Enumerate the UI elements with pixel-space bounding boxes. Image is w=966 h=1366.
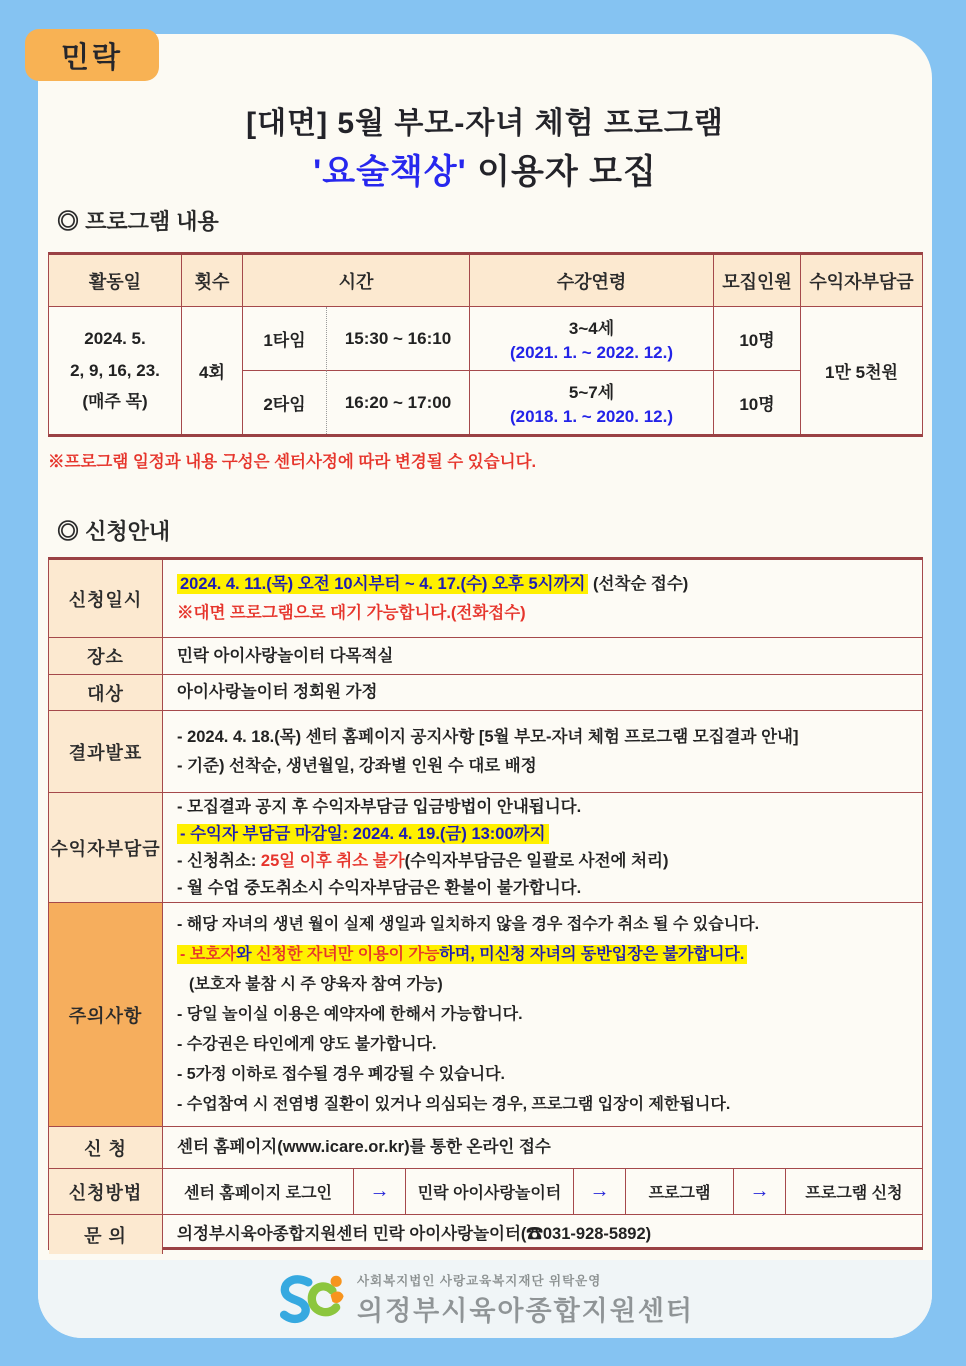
cell-time-1: 15:30 ~ 16:10: [327, 307, 470, 371]
cell-age-1: [470, 307, 714, 371]
fee-line: - 월 수업 중도취소시 수익자부담금은 환불이 불가합니다.: [177, 878, 582, 897]
arrow-right-icon: →: [734, 1169, 786, 1214]
program-table: [48, 252, 923, 437]
row-content-fee: [163, 793, 922, 903]
footer-text: [357, 1271, 694, 1328]
caution-line: - 수업참여 시 전염병 질환이 있거나 의심되는 경우, 프로그램 입장이 제한됩니다.: [177, 1095, 731, 1113]
caution-line: - 해당 자녀의 생년 월이 실제 생일과 일치하지 않을 경우 접수가 취소 될 수 있습니다.: [177, 915, 760, 933]
activity-date-line: (매주 목): [82, 392, 148, 412]
section-heading-program: ◎ 프로그램 내용: [57, 209, 219, 234]
fee-line: - 모집결과 공지 후 수익자부담금 입금방법이 안내됩니다.: [177, 797, 582, 816]
row-label-place: 장소: [49, 638, 163, 675]
center-logo-icon: [276, 1273, 348, 1325]
method-step-login: 센터 홈페이지 로그인: [163, 1169, 354, 1214]
birth-range: (2018. 1. ~ 2020. 12.): [509, 407, 674, 426]
row-label-target: 대상: [49, 675, 163, 711]
cell-time-label-2: 2타임: [243, 371, 327, 434]
method-step-playground: 민락 아이사랑놀이터: [406, 1169, 574, 1214]
method-step-apply: 프로그램 신청: [805, 1185, 903, 1202]
caution-plain: 와: [236, 945, 257, 963]
result-line: - 2024. 4. 18.(목) 센터 홈페이지 공지사항 [5월 부모-자녀 체험 프로그램 모집결과 안내]: [177, 727, 799, 746]
row-label-contact: 문 의: [49, 1215, 163, 1254]
fee-cancel-suffix: (수익자부담금은 일괄로 사전에 처리): [404, 851, 669, 870]
title-rest: 이용자 모집: [466, 153, 657, 191]
row-content-contact: 의정부시육아종합지원센터 민락 아이사랑놀이터(☎031-928-5892): [177, 1225, 652, 1243]
poster-title-line1: [대면] 5월 부모-자녀 체험 프로그램: [246, 107, 724, 140]
poster-title-line2: [38, 144, 932, 193]
arrow-right-icon: →: [354, 1169, 406, 1214]
fee-cancel-prefix: - 신청취소:: [177, 851, 261, 870]
center-logo-block: [276, 1271, 694, 1328]
cell-time-2: 16:20 ~ 17:00: [327, 371, 470, 434]
apply-table: [48, 557, 923, 1250]
col-header-fee: 수익자부담금: [801, 255, 922, 307]
row-content-schedule: [163, 560, 922, 638]
caution-plain: 합니다.: [693, 945, 745, 963]
col-header-time: 시간: [243, 255, 470, 307]
caution-plain: 하며,: [439, 945, 480, 963]
birth-range: (2021. 1. ~ 2022. 12.): [509, 343, 674, 362]
arrow-right-icon: →: [574, 1169, 626, 1214]
caution-denied: 미신청 자녀의 동반입장은 불가: [479, 945, 694, 963]
fee-cancel-warning: 25일 이후 취소 불가: [260, 851, 405, 870]
caution-line: - 당일 놀이실 이용은 예약자에 한해서 가능합니다.: [177, 1005, 523, 1023]
activity-date-line: 2, 9, 16, 23.: [70, 360, 160, 380]
cell-fee: 1만 5천원: [825, 363, 898, 382]
row-label-schedule: 신청일시: [49, 560, 163, 638]
caution-line: (보호자 불참 시 주 양육자 참여 가능): [189, 975, 443, 993]
row-content-caution: [163, 903, 922, 1127]
cell-capacity-1: 10명: [714, 307, 801, 371]
col-header-capacity: 모집인원: [714, 255, 801, 307]
result-line: - 기준) 선착순, 생년월일, 강좌별 인원 수 대로 배정: [177, 756, 537, 775]
col-header-age: 수강연령: [470, 255, 714, 307]
row-content-result: [163, 711, 922, 793]
row-content-method: [163, 1169, 922, 1215]
row-content-apply: 센터 홈페이지(www.icare.or.kr)를 통한 온라인 접수: [163, 1127, 922, 1169]
footer: [38, 1260, 932, 1338]
cell-capacity-2: 10명: [714, 371, 801, 434]
caution-allowed: 신청한 자녀만 이용이 가능: [256, 945, 440, 963]
col-header-count: 횟수: [182, 255, 243, 307]
col-header-activity-date: 활동일: [49, 255, 182, 307]
caution-line: - 5가정 이하로 접수될 경우 폐강될 수 있습니다.: [177, 1065, 505, 1083]
row-content-place: 민락 아이사랑놀이터 다목적실: [163, 638, 922, 675]
schedule-highlight: 2024. 4. 11.(목) 오전 10시부터 ~ 4. 17.(수) 오후 5시까지: [177, 574, 588, 594]
row-content-target: 아이사랑놀이터 정회원 가정: [163, 675, 922, 711]
age-range: 5~7세: [568, 383, 615, 402]
age-range: 3~4세: [568, 319, 615, 338]
program-change-note: ※프로그램 일정과 내용 구성은 센터사정에 따라 변경될 수 있습니다.: [48, 453, 537, 471]
fee-deadline-highlight: - 수익자 부담금 마감일: 2024. 4. 19.(금) 13:00까지: [177, 824, 549, 844]
schedule-tail: (선착순 접수): [588, 574, 689, 593]
row-label-result: 결과발표: [49, 711, 163, 793]
caution-guardian: - 보호자: [180, 945, 237, 963]
footer-operator-line: 사회복지법인 사랑교육복지재단 위탁운영: [357, 1273, 602, 1288]
section-heading-apply: ◎ 신청안내: [57, 519, 171, 544]
cell-activity-date: [49, 307, 182, 434]
schedule-note: ※대면 프로그램으로 대기 가능합니다.(전화접수): [177, 603, 526, 622]
cell-time-label-1: 1타임: [243, 307, 327, 371]
method-step-program: 프로그램: [626, 1169, 734, 1214]
program-name: '요술책상': [313, 153, 467, 191]
branch-badge: 민락: [25, 29, 159, 81]
row-label-method: 신청방법: [49, 1169, 163, 1215]
row-label-caution: 주의사항: [49, 903, 163, 1127]
cell-session-count: 4회: [182, 307, 243, 434]
footer-center-name: 의정부시육아종합지원센터: [357, 1295, 694, 1326]
row-label-fee: 수익자부담금: [49, 793, 163, 903]
row-label-apply: 신 청: [49, 1127, 163, 1169]
activity-date-line: 2024. 5.: [84, 329, 146, 349]
poster-card: [38, 34, 932, 1338]
caution-line: - 수강권은 타인에게 양도 불가합니다.: [177, 1035, 437, 1053]
cell-age-2: [470, 371, 714, 434]
